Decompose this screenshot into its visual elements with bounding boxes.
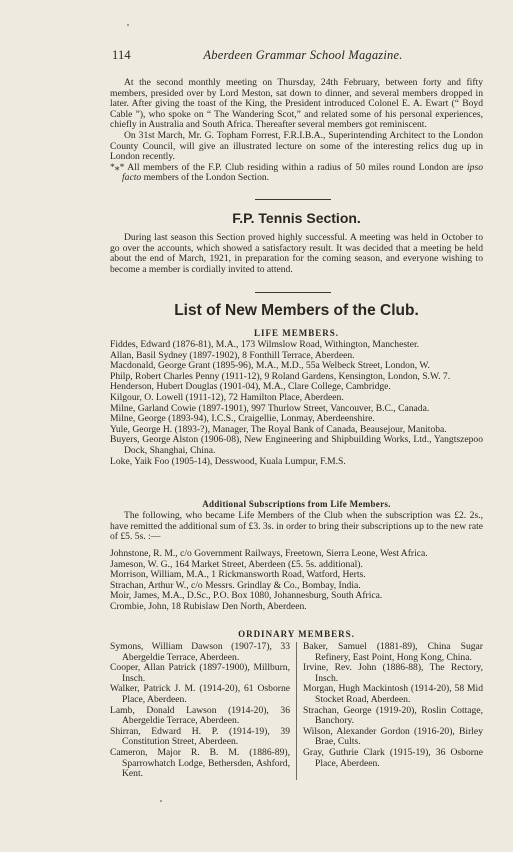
additional-subscriptions-text bbox=[110, 511, 483, 543]
list-item: Walker, Patrick J. M. (1914-20), 61 Osborne Place, Aberdeen. bbox=[110, 683, 290, 705]
list-item: Yule, George H. (1893-?), Manager, The Royal Bank of Canada, Beausejour, Manitoba. bbox=[110, 423, 447, 435]
meeting-paragraph: At the second monthly meeting on Thursday, 24th February, between forty and fifty members, presided over by Lord Meston, sat down to dinner, and several members dropped in later. After giving the toast of the King, the President introduced Colonel E. A. Ewart (“ Boyd Cable ”), who spoke on “ The Wandering Scot,” and related some of his personal experiences, chiefly in Australia and South Africa. Thereafter several members got reminiscent. bbox=[110, 77, 483, 131]
ordinary-members-columns bbox=[110, 642, 483, 780]
list-item: Loke, Yaik Foo (1905-14), Desswood, Kuala Lumpur, F.M.S. bbox=[110, 455, 346, 467]
page-header bbox=[112, 48, 472, 63]
list-item: Lamb, Donald Lawson (1914-20), 36 Abergeldie Terrace, Aberdeen. bbox=[110, 704, 290, 727]
tennis-paragraph: During last season this Section proved highly successful. A meeting was held in October to go over the accounts, which showed a satisfactory result. It was decided that a meeting be held about the end of March, 1921, in preparation for the coming season, and everyone wishing to become a member is cordially invited to attend. bbox=[110, 232, 483, 275]
section-divider bbox=[255, 292, 331, 293]
list-item: Allan, Basil Sydney (1897-1902), 8 Fonthill Terrace, Aberdeen. bbox=[110, 349, 355, 361]
list-item: Fiddes, Edward (1876-81), M.A., 173 Wilmslow Road, Withington, Manchester. bbox=[110, 339, 420, 350]
note-italic: ipso facto bbox=[122, 161, 483, 184]
additional-subscriptions-heading: Additional Subscriptions from Life Members. bbox=[202, 499, 391, 509]
running-title: Aberdeen Grammar School Magazine. bbox=[203, 48, 403, 62]
list-item: Crombie, John, 18 Rubislaw Den North, Aberdeen. bbox=[110, 600, 307, 612]
additional-intro: The following, who became Life Members of the Club when the subscription was £2. 2s., have remitted the additional sum of £3. 3s. in order to bring their subscriptions up to the new rate of £5. 5s. :— bbox=[110, 510, 484, 543]
life-members-list bbox=[110, 340, 483, 467]
note-suffix: members of the London Section. bbox=[143, 172, 270, 184]
additional-members-list bbox=[110, 549, 483, 613]
list-item: Gray, Guthrie Clark (1915-19), 36 Osborne Place, Aberdeen. bbox=[303, 746, 483, 769]
list-item: Jameson, W. G., 164 Market Street, Aberdeen (£5. 5s. additional). bbox=[110, 558, 363, 570]
list-item: Milne, Garland Cowie (1897-1901), 997 Thurlow Street, Vancouver, B.C., Canada. bbox=[110, 402, 430, 414]
list-item: Symons, William Dawson (1907-17), 33 Abergeldie Terrace, Aberdeen. bbox=[110, 641, 290, 663]
tennis-text bbox=[110, 233, 483, 275]
list-item: Buyers, George Alston (1906-08), New Engineering and Shipbuilding Works, Ltd., Yangtszepoo Dock, Shanghai, China. bbox=[110, 434, 483, 456]
list-item: Strachan, Arthur W., c/o Messrs. Grindlay & Co., Bombay, India. bbox=[110, 579, 361, 591]
list-item: Macdonald, George Grant (1895-96), M.A., M.D., 55a Welbeck Street, London, W. bbox=[110, 360, 430, 372]
list-item: Cooper, Allan Patrick (1897-1900), Millburn, Insch. bbox=[110, 662, 290, 684]
list-item: Morgan, Hugh Mackintosh (1914-20), 58 Mid Stocket Road, Aberdeen. bbox=[303, 683, 483, 705]
membership-note bbox=[110, 163, 483, 184]
list-item: Cameron, Major R. B. M. (1886-89), Sparrowhatch Lodge, Bethersden, Ashford, Kent. bbox=[110, 746, 290, 780]
list-item: Philp, Robert Charles Penny (1911-12), 9 Roland Gardens, Kensington, London, S.W. 7. bbox=[110, 370, 451, 382]
paper-speck bbox=[160, 800, 162, 802]
list-item: Morrison, William, M.A., 1 Rickmansworth Road, Watford, Herts. bbox=[110, 569, 366, 581]
note-prefix: *⁎* All members of the F.P. Club residing within a radius of 50 miles round London are bbox=[110, 161, 464, 173]
paper-speck bbox=[127, 24, 129, 26]
ordinary-members-left bbox=[110, 642, 297, 780]
members-heading: List of New Members of the Club. bbox=[174, 302, 419, 319]
list-item: Milne, George (1893-94), I.C.S., Craigellie, Lonmay, Aberdeenshire. bbox=[110, 413, 375, 425]
list-item: Shirran, Edward H. P. (1914-19), 39 Constitution Street, Aberdeen. bbox=[110, 725, 290, 748]
life-members-heading: LIFE MEMBERS. bbox=[253, 328, 339, 338]
section-divider bbox=[255, 199, 331, 200]
list-item: Irvine, Rev. John (1886-88), The Rectory, Insch. bbox=[303, 662, 483, 684]
list-item: Wilson, Alexander Gordon (1916-20), Birley Brae, Cults. bbox=[303, 725, 483, 748]
lecture-paragraph: On 31st March, Mr. G. Topham Forrest, F.R.I.B.A., Superintending Architect to the London County Council, will give an illustrated lecture on some of the interesting relics dug up in London recently. bbox=[110, 129, 483, 163]
list-item: Baker, Samuel (1881-89), China Sugar Refinery, East Point, Hong Kong, China. bbox=[303, 641, 483, 663]
list-item: Strachan, George (1919-20), Roslin Cottage, Banchory. bbox=[303, 704, 483, 727]
list-item: Henderson, Hubert Douglas (1901-04), M.A., Clare College, Cambridge. bbox=[110, 381, 391, 393]
page-number: 114 bbox=[112, 48, 131, 62]
ordinary-members-right bbox=[297, 642, 483, 780]
list-item: Kilgour, O. Lowell (1911-12), 72 Hamilton Place, Aberdeen. bbox=[110, 391, 344, 403]
london-section-text bbox=[110, 78, 483, 184]
tennis-heading: F.P. Tennis Section. bbox=[232, 210, 361, 226]
ordinary-members-heading: ORDINARY MEMBERS. bbox=[238, 629, 355, 639]
list-item: Moir, James, M.A., D.Sc., P.O. Box 1080, Johannesburg, South Africa. bbox=[110, 590, 383, 602]
list-item: Johnstone, R. M., c/o Government Railways, Freetown, Sierra Leone, West Africa. bbox=[110, 548, 428, 559]
